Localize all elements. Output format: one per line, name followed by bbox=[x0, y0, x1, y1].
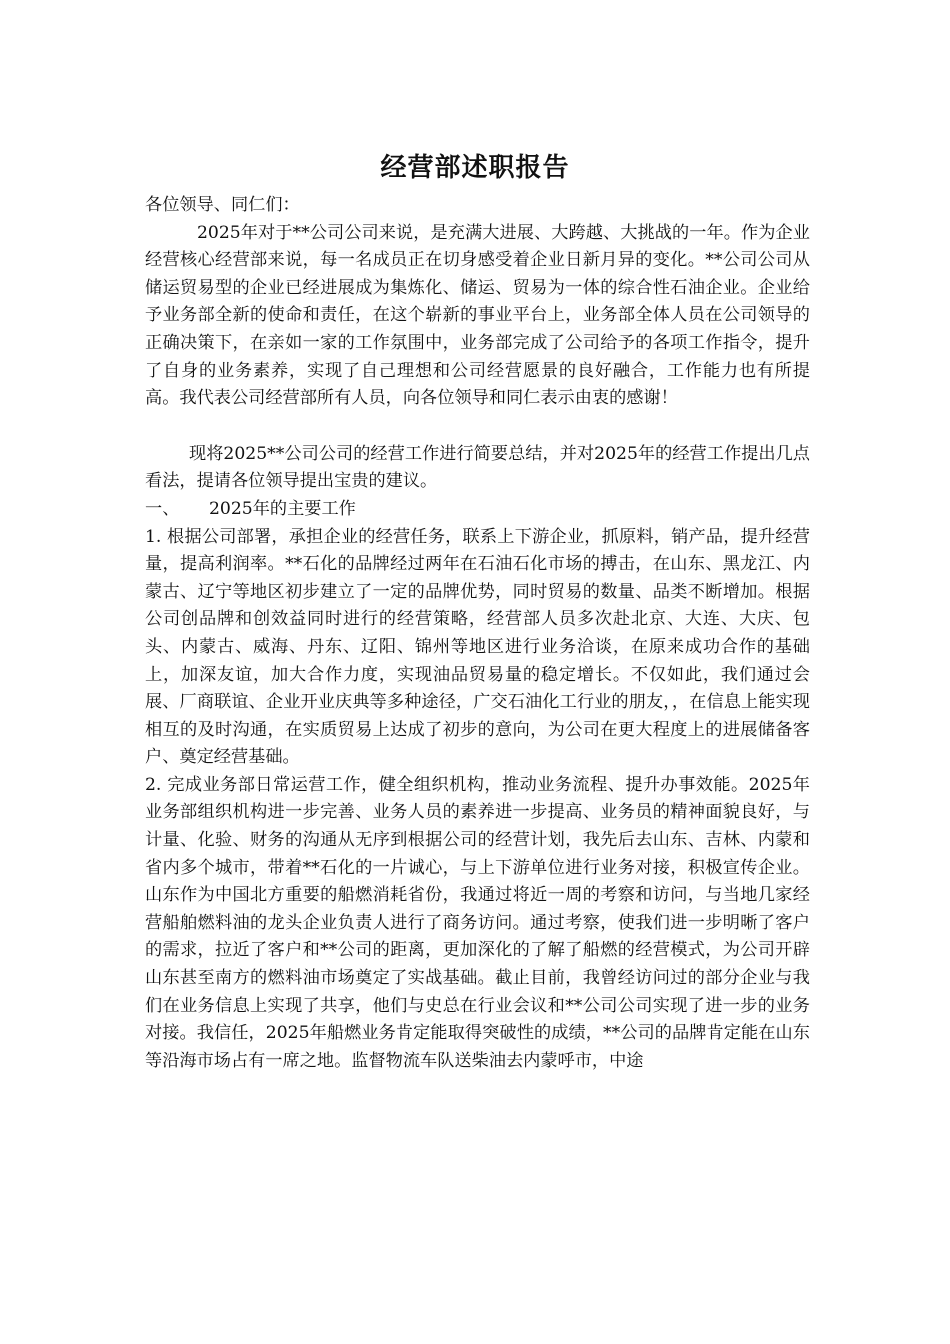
summary-paragraph: 现将2025**公司公司的经营工作进行简要总结，并对2025年的经营工作提出几点看法，提请各位领导提出宝贵的建议。 bbox=[145, 443, 810, 492]
list-item: 2. 完成业务部日常运营工作，健全组织机构，推动业务流程、提升办事效能。2025年业务部组织机构进一步完善、业务人员的素养进一步提高、业务员的精神面貌良好，与计量、化验、财务的沟通从无序到根据公司的经营计划，我先后去山东、吉林、内蒙和省内多个城市，带着**石化的一片诚心，与上下游单位进行业务对接，积极宣传企业。山东作为中国北方重要的船燃消耗省份，我通过将近一周的考察和访问，与当地几家经营船舶燃料油的龙头企业负责人进行了商务访问。通过考察，使我们进一步明晰了客户的需求，拉近了客户和**公司的距离，更加深化的了解了船燃的经营模式，为公司开辟山东甚至南方的燃料油市场奠定了实战基础。截止目前，我曾经访问过的部分企业与我们在业务信息上实现了共享，他们与史总在行业会议和**公司公司实现了进一步的业务对接。我信任，2025年船燃业务肯定能取得突破性的成绩，**公司的品牌肯定能在山东等沿海市场占有一席之地。监督物流车队送柴油去内蒙呼市，中途 bbox=[145, 774, 810, 1071]
section-number: 一、 bbox=[145, 498, 180, 519]
document-body bbox=[145, 192, 810, 1075]
document-title: 经营部述职报告 bbox=[380, 153, 570, 183]
section-heading bbox=[145, 496, 810, 524]
list-item: 1. 根据公司部署，承担企业的经营任务，联系上下游企业，抓原料，销产品，提升经营量，提高利润率。**石化的品牌经过两年在石油石化市场的搏击，在山东、黑龙江、内蒙古、辽宁等地区初步建立了一定的品牌优势，同时贸易的数量、品类不断增加。根据公司创品牌和创效益同时进行的经营策略，经营部人员多次赴北京、大连、大庆、包头、内蒙古、威海、丹东、辽阳、锦州等地区进行业务洽谈，在原来成功合作的基础上，加深友谊，加大合作力度，实现油品贸易量的稳定增长。不仅如此，我们通过会展、厂商联谊、企业开业庆典等多种途径，广交石油化工行业的朋友，，在信息上能实现相互的及时沟通，在实质贸易上达成了初步的意向，为公司在更大程度上的进展储备客户、奠定经营基础。 bbox=[145, 526, 810, 768]
paragraph-spacer bbox=[145, 413, 810, 441]
section-heading-text: 2025年的主要工作 bbox=[209, 498, 356, 519]
salutation: 各位领导、同仁们： bbox=[145, 195, 300, 215]
intro-paragraph: 2025年对于**公司公司来说，是充满大进展、大跨越、大挑战的一年。作为企业经营核心经营部来说，每一名成员正在切身感受着企业日新月异的变化。**公司公司从储运贸易型的企业已经进展成为集炼化、储运、贸易为一体的综合性石油企业。企业给予业务部全新的使命和责任，在这个崭新的事业平台上，业务部全体人员在公司领导的正确决策下，在亲如一家的工作氛围中，业务部完成了公司给予的各项工作指令，提升了自身的业务素养，实现了自己理想和公司经营愿景的良好融合，工作能力也有所提高。我代表公司经营部所有人员，向各位领导和同仁表示由衷的感谢！ bbox=[145, 222, 810, 409]
